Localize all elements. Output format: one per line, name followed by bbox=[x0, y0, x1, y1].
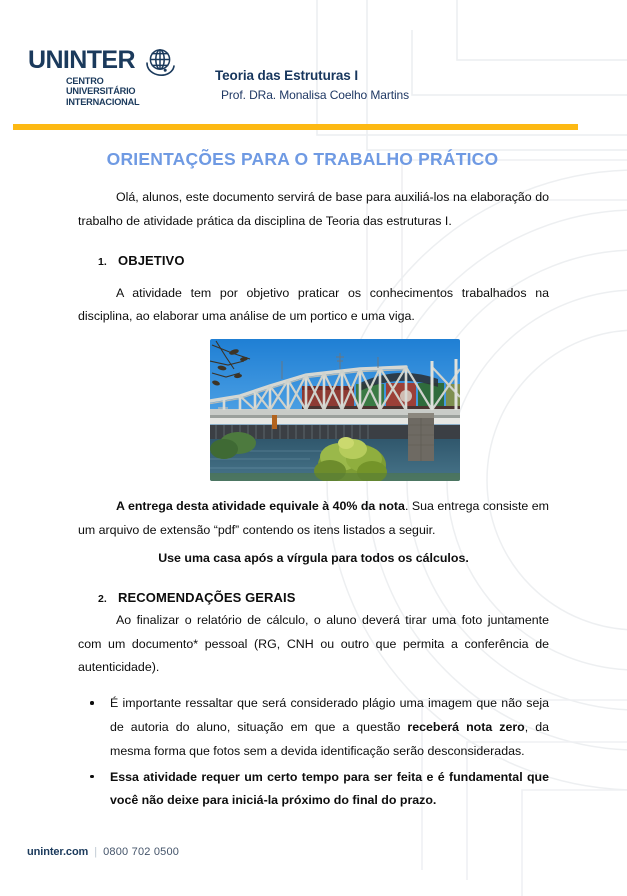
truss-bridge-image bbox=[210, 339, 460, 481]
page-header bbox=[0, 0, 627, 124]
uninter-logo bbox=[28, 48, 177, 107]
recomendacoes-paragraph: Ao finalizar o relatório de cálculo, o aluno deverá tirar uma foto juntamente com um documento* pessoal (RG, CNH ou outro que permita a conferência de autenticidade). bbox=[78, 612, 549, 675]
course-info bbox=[215, 66, 409, 104]
page-footer bbox=[0, 836, 627, 896]
logo-subtitle bbox=[66, 76, 139, 107]
bullet-1-part2: , da mesma forma que fotos sem a devida identificação serão desconsideradas. bbox=[110, 719, 549, 758]
section-heading-recomendacoes bbox=[98, 590, 627, 605]
section-label: OBJETIVO bbox=[118, 252, 185, 268]
entrega-bold: A entrega desta atividade equivale à 40% da nota bbox=[116, 499, 405, 514]
logo-text bbox=[28, 48, 139, 107]
footer-contact bbox=[27, 846, 179, 858]
bridge-figure bbox=[210, 339, 460, 481]
section-label: RECOMENDAÇÕES GERAIS bbox=[118, 589, 296, 605]
bullet-1-part1: É importante ressaltar que será considerado plágio uma imagem que não seja de autoria do aluno, situação em que a questão bbox=[110, 696, 549, 734]
logo-subtitle-line-1: CENTRO bbox=[66, 76, 104, 86]
footer-separator: | bbox=[94, 846, 98, 858]
document-body bbox=[0, 130, 627, 815]
header-divider bbox=[13, 124, 578, 130]
casa-decimal-note: Use uma casa após a vírgula para todos os cálculos. bbox=[158, 550, 469, 565]
logo-subtitle-line-3: INTERNACIONAL bbox=[66, 96, 140, 107]
section-number: 2. bbox=[98, 592, 107, 605]
globe-icon bbox=[143, 46, 177, 78]
footer-phone: 0800 702 0500 bbox=[103, 846, 180, 858]
intro-paragraph: Olá, alunos, este documento servirá de base para auxiliá-los na elaboração do trabalho de atividade prática da disciplina de Teoria das estruturas I. bbox=[78, 190, 549, 228]
logo-subtitle-line-2: UNIVERSITÁRIO bbox=[66, 86, 136, 97]
bullet-1-bold: receberá nota zero bbox=[407, 719, 525, 734]
footer-website[interactable]: uninter.com bbox=[27, 846, 89, 858]
professor-name: Prof. DRa. Monalisa Coelho Martins bbox=[221, 88, 410, 103]
section-heading-objetivo bbox=[98, 253, 627, 268]
logo-wordmark: UNINTER bbox=[28, 46, 135, 74]
list-item bbox=[78, 692, 549, 763]
bullet-2-text: Essa atividade requer um certo tempo para ser feita e é fundamental que você não deixe para iniciá-la próximo do final do prazo. bbox=[110, 769, 549, 808]
list-item bbox=[78, 766, 549, 814]
bullet-dot-icon bbox=[90, 775, 94, 779]
entrega-rest: . Sua entrega consiste em um arquivo de extensão “pdf” contendo os itens listados a seguir. bbox=[78, 499, 549, 538]
entrega-paragraph bbox=[78, 495, 549, 543]
bullet-dot-icon bbox=[90, 701, 94, 705]
page-title: ORIENTAÇÕES PARA O TRABALHO PRÁTICO bbox=[106, 149, 499, 169]
recommendation-list bbox=[78, 692, 549, 813]
objetivo-paragraph: A atividade tem por objetivo praticar os conhecimentos trabalhados na disciplina, ao elaborar uma análise de um portico e uma viga. bbox=[78, 285, 549, 324]
course-title: Teoria das Estruturas I bbox=[215, 68, 358, 83]
section-number: 1. bbox=[98, 255, 107, 268]
